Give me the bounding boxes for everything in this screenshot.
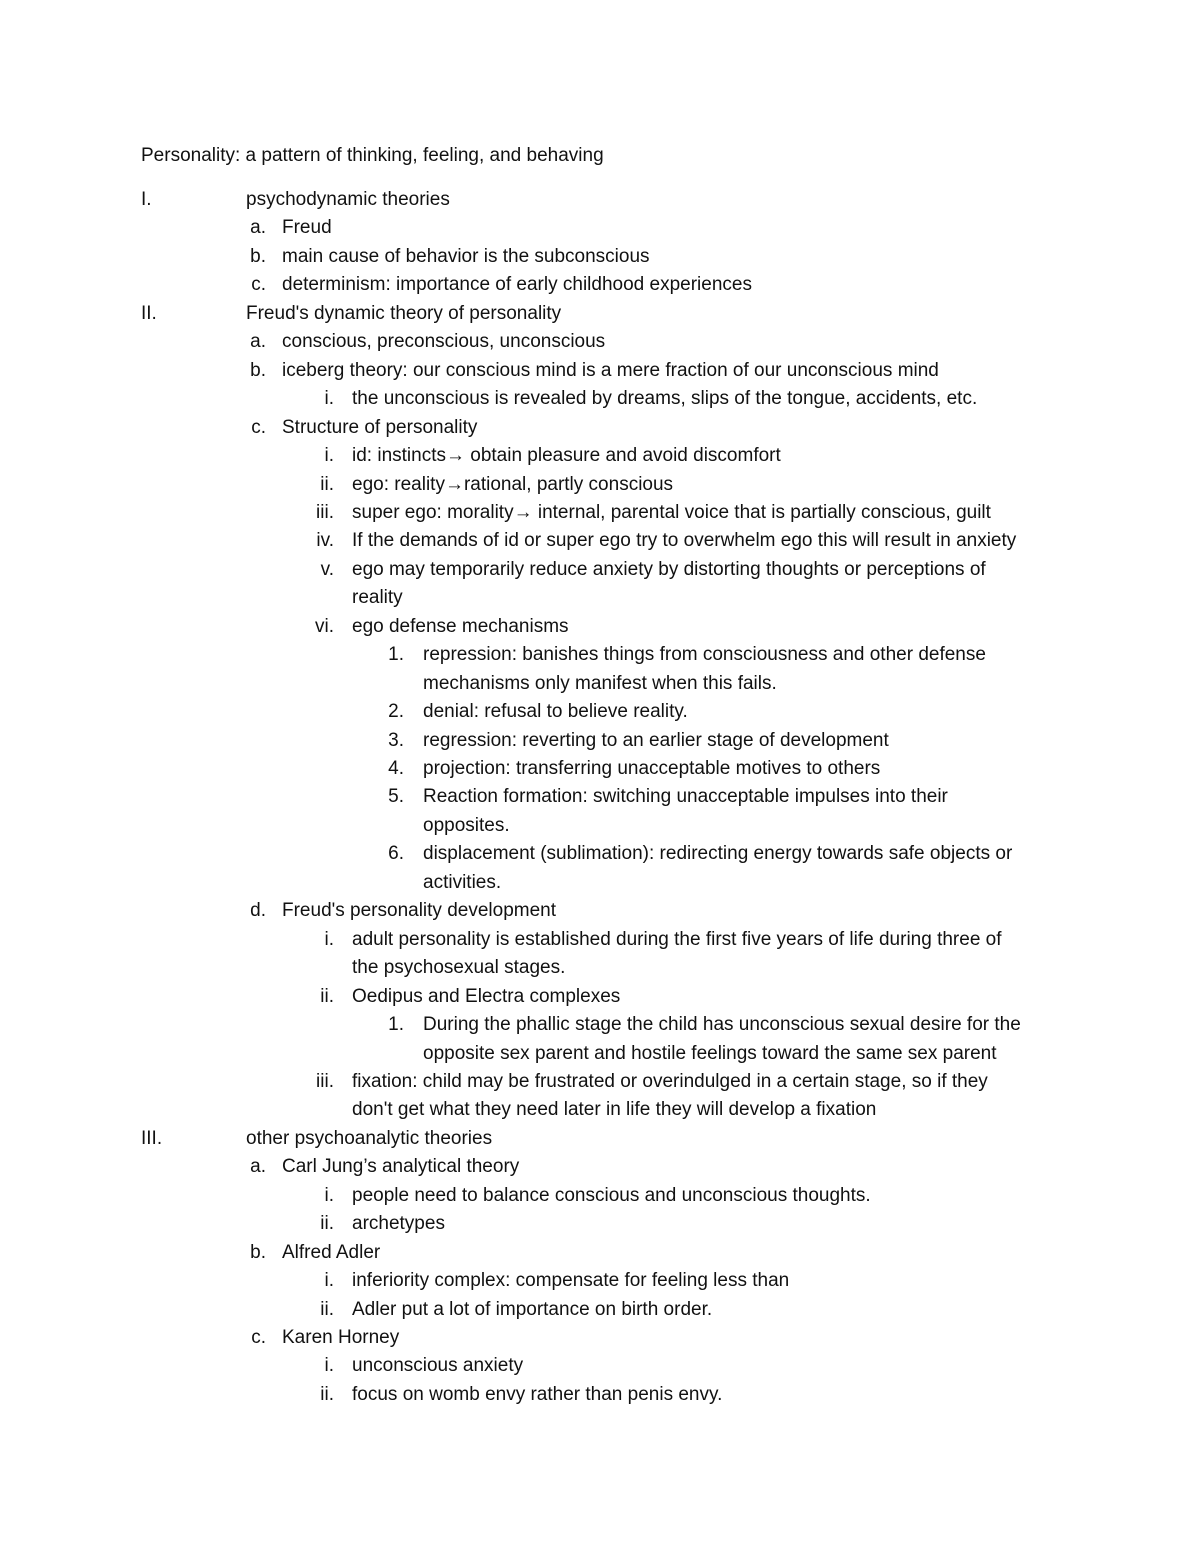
outline-marker: 1.	[388, 644, 404, 666]
outline-marker: a.	[250, 331, 266, 353]
outline-text: Freud's dynamic theory of personality	[246, 302, 562, 324]
outline-text: Alfred Adler	[282, 1241, 381, 1263]
outline-marker: ii.	[320, 473, 334, 495]
outline-item	[0, 897, 1200, 925]
outline-marker: ii.	[320, 1298, 334, 1320]
outline-text: main cause of behavior is the subconscious	[282, 245, 650, 267]
outline-item	[0, 527, 1200, 555]
outline-text: conscious, preconscious, unconscious	[282, 331, 606, 353]
outline-item	[0, 698, 1200, 726]
outline-text: reality	[352, 587, 403, 609]
outline-text: Freud's personality development	[282, 900, 556, 922]
outline-marker: a.	[250, 1156, 266, 1178]
outline-item	[0, 357, 1200, 385]
outline-item	[0, 983, 1200, 1011]
outline-text: repression: banishes things from consciousness and other defense	[423, 644, 986, 666]
outline-text: If the demands of id or super ego try to overwhelm ego this will result in anxiety	[352, 530, 1017, 552]
outline-text: adult personality is established during the first five years of life during three of	[352, 928, 1002, 950]
outline-text: ego defense mechanisms	[352, 615, 569, 637]
outline-text: inferiority complex: compensate for feeling less than	[352, 1270, 790, 1292]
outline-item	[0, 755, 1200, 783]
outline-item	[0, 1096, 1200, 1124]
outline-text: the psychosexual stages.	[352, 957, 566, 979]
outline-item	[0, 414, 1200, 442]
outline-item	[0, 783, 1200, 811]
outline-item	[0, 727, 1200, 755]
outline-marker: c.	[251, 416, 266, 438]
outline-text: opposite sex parent and hostile feelings toward the same sex parent	[423, 1042, 997, 1064]
outline-text: don't get what they need later in life they will develop a fixation	[352, 1099, 877, 1121]
outline-item	[0, 869, 1200, 897]
outline-item	[0, 1125, 1200, 1153]
outline-item	[0, 641, 1200, 669]
outline-text: archetypes	[352, 1213, 445, 1235]
outline-text: psychodynamic theories	[246, 189, 450, 210]
outline-text: Adler put a lot of importance on birth order.	[352, 1298, 713, 1320]
outline-item	[0, 1324, 1200, 1352]
outline-item	[0, 1239, 1200, 1267]
outline-item	[0, 1182, 1200, 1210]
outline-item	[0, 214, 1200, 242]
outline-marker: iii.	[316, 1070, 334, 1092]
outline-marker: iii.	[316, 501, 334, 523]
outline-text: mechanisms only manifest when this fails.	[423, 672, 777, 694]
outline-marker: b.	[250, 245, 266, 267]
outline-text: ego: reality→rational, partly conscious	[352, 473, 674, 495]
outline-item	[0, 1296, 1200, 1324]
outline-marker: i.	[324, 388, 334, 410]
outline-item	[0, 1381, 1200, 1409]
outline-item	[0, 812, 1200, 840]
outline-item	[0, 471, 1200, 499]
outline-text: displacement (sublimation): redirecting energy towards safe objects or	[423, 843, 1013, 865]
outline-text: unconscious anxiety	[352, 1355, 524, 1377]
outline-item	[0, 442, 1200, 470]
outline-marker: i.	[324, 928, 334, 950]
outline-marker: 4.	[388, 758, 404, 779]
outline-item	[0, 1011, 1200, 1039]
outline-marker: d.	[250, 900, 266, 922]
outline-marker: 3.	[388, 729, 404, 751]
outline-marker: 6.	[388, 843, 404, 865]
outline-marker: i.	[324, 1184, 334, 1206]
outline-item	[0, 613, 1200, 641]
outline-item	[0, 1153, 1200, 1181]
outline-item	[0, 328, 1200, 356]
outline-text: focus on womb envy rather than penis envy.	[352, 1383, 723, 1405]
outline-text: activities.	[423, 871, 502, 893]
outline-marker: 2.	[388, 701, 404, 723]
outline-text: projection: transferring unacceptable motives to others	[423, 758, 881, 779]
outline-text: other psychoanalytic theories	[246, 1127, 493, 1149]
outline-item	[0, 556, 1200, 584]
outline-marker: ii.	[320, 1213, 334, 1235]
outline-item	[0, 1210, 1200, 1238]
outline-item	[0, 1352, 1200, 1380]
outline-marker: III.	[141, 1127, 163, 1149]
outline-text: the unconscious is revealed by dreams, slips of the tongue, accidents, etc.	[352, 388, 978, 410]
outline-marker: 1.	[388, 1014, 404, 1036]
outline-item	[0, 499, 1200, 527]
outline-text: Freud	[282, 217, 332, 239]
outline-marker: vi.	[315, 615, 334, 637]
outline-marker: c.	[251, 274, 266, 296]
outline-text: ego may temporarily reduce anxiety by distorting thoughts or perceptions of	[352, 558, 986, 580]
outline-item	[0, 670, 1200, 698]
outline-marker: 5.	[388, 786, 404, 808]
outline-item	[0, 954, 1200, 982]
outline-text: opposites.	[423, 814, 510, 836]
outline-text: During the phallic stage the child has unconscious sexual desire for the	[423, 1014, 1021, 1036]
outline-text: fixation: child may be frustrated or overindulged in a certain stage, so if they	[352, 1070, 988, 1092]
outline-marker: ii.	[320, 1383, 334, 1405]
outline-item	[0, 1267, 1200, 1295]
outline-marker: a.	[250, 217, 266, 239]
outline-marker: i.	[324, 1270, 334, 1292]
outline-text: id: instincts→ obtain pleasure and avoid discomfort	[352, 445, 781, 467]
document-title: Personality: a pattern of thinking, feeling, and behaving	[141, 145, 604, 166]
outline-item	[0, 1040, 1200, 1068]
outline-item	[0, 243, 1200, 271]
outline-marker: v.	[320, 558, 334, 580]
outline-text: Structure of personality	[282, 416, 478, 438]
outline-text: regression: reverting to an earlier stage of development	[423, 729, 889, 751]
outline-item	[0, 1068, 1200, 1096]
outline-text: iceberg theory: our conscious mind is a mere fraction of our unconscious mind	[282, 359, 939, 381]
outline-text: Karen Horney	[282, 1327, 400, 1348]
outline-item	[0, 584, 1200, 612]
outline-text: determinism: importance of early childhood experiences	[282, 274, 752, 296]
outline-item	[0, 385, 1200, 413]
outline-marker: iv.	[316, 530, 334, 552]
outline-item	[0, 186, 1200, 214]
outline-marker: i.	[324, 445, 334, 467]
outline-marker: ii.	[320, 985, 334, 1007]
outline-text: super ego: morality→ internal, parental voice that is partially conscious, guilt	[352, 501, 991, 523]
outline-marker: i.	[324, 1355, 334, 1377]
outline-marker: b.	[250, 359, 266, 381]
outline-item	[0, 840, 1200, 868]
outline-marker: c.	[251, 1327, 266, 1348]
outline-marker: II.	[141, 302, 157, 324]
outline-marker: I.	[141, 189, 152, 210]
outline-text: denial: refusal to believe reality.	[423, 701, 688, 723]
outline-text: people need to balance conscious and unconscious thoughts.	[352, 1184, 871, 1206]
outline-text: Reaction formation: switching unacceptable impulses into their	[423, 786, 948, 808]
outline-item	[0, 271, 1200, 299]
outline-text: Oedipus and Electra complexes	[352, 985, 621, 1007]
outline-item	[0, 926, 1200, 954]
outline-item	[0, 300, 1200, 328]
outline-marker: b.	[250, 1241, 266, 1263]
outline-text: Carl Jung’s analytical theory	[282, 1156, 520, 1178]
